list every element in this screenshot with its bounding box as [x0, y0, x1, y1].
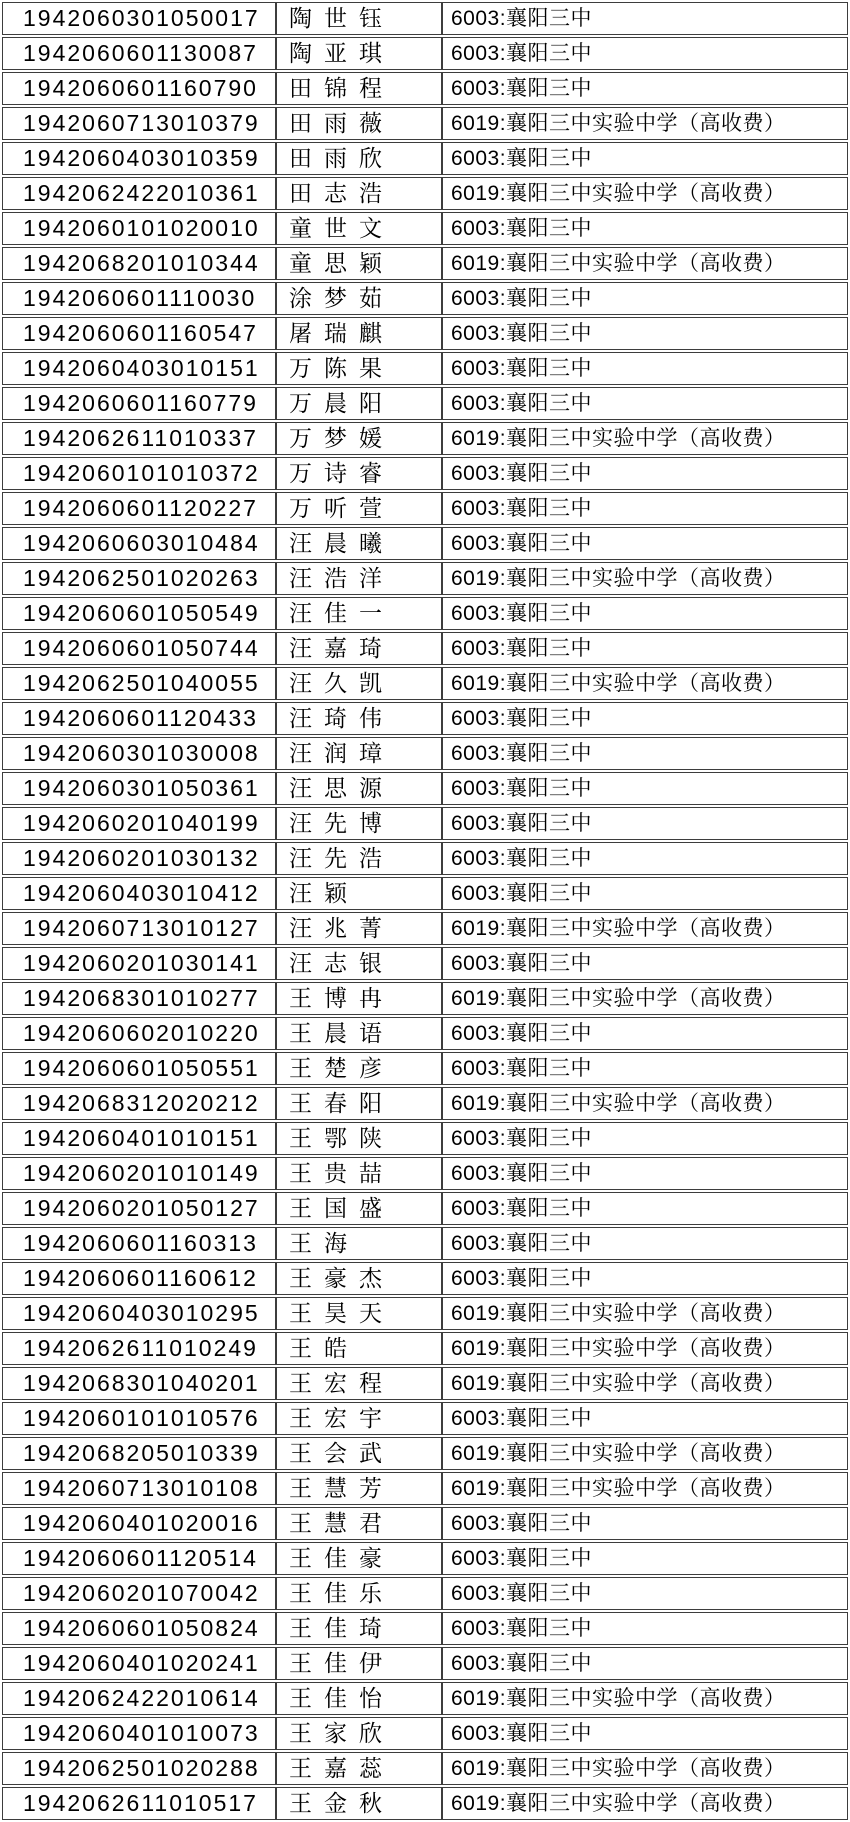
student-name-cell: 王晨语 — [276, 1017, 442, 1050]
school-assignment-cell: 6019:襄阳三中实验中学（高收费） — [442, 177, 848, 210]
school-assignment-cell: 6003:襄阳三中 — [442, 1122, 848, 1155]
school-assignment-cell: 6003:襄阳三中 — [442, 1017, 848, 1050]
table-row — [2, 282, 848, 315]
table-row — [2, 1577, 848, 1610]
exam-id-cell: 1942060601120227 — [2, 492, 276, 525]
exam-id-cell: 1942060401010151 — [2, 1122, 276, 1155]
student-name-cell: 田锦程 — [276, 72, 442, 105]
exam-id-cell: 1942060201070042 — [2, 1577, 276, 1610]
table-row — [2, 1612, 848, 1645]
school-assignment-cell: 6003:襄阳三中 — [442, 387, 848, 420]
exam-id-cell: 1942062422010614 — [2, 1682, 276, 1715]
school-assignment-cell: 6003:襄阳三中 — [442, 737, 848, 770]
school-assignment-cell: 6019:襄阳三中实验中学（高收费） — [442, 247, 848, 280]
student-name-cell: 汪思源 — [276, 772, 442, 805]
student-name-cell: 汪浩洋 — [276, 562, 442, 595]
student-name-cell: 万晨阳 — [276, 387, 442, 420]
exam-id-cell: 1942060403010412 — [2, 877, 276, 910]
exam-id-cell: 1942060601160313 — [2, 1227, 276, 1260]
school-assignment-cell: 6019:襄阳三中实验中学（高收费） — [442, 1437, 848, 1470]
table-row — [2, 1752, 848, 1785]
student-name-cell: 万陈果 — [276, 352, 442, 385]
student-name-cell: 汪先浩 — [276, 842, 442, 875]
table-row — [2, 982, 848, 1015]
exam-id-cell: 1942060201010149 — [2, 1157, 276, 1190]
exam-id-cell: 1942060601160547 — [2, 317, 276, 350]
table-row — [2, 1087, 848, 1120]
school-assignment-cell: 6003:襄阳三中 — [442, 1227, 848, 1260]
exam-id-cell: 1942060603010484 — [2, 527, 276, 560]
student-name-cell: 屠瑞麒 — [276, 317, 442, 350]
exam-id-cell: 1942062501020288 — [2, 1752, 276, 1785]
exam-id-cell: 1942062422010361 — [2, 177, 276, 210]
table-row — [2, 877, 848, 910]
school-assignment-cell: 6003:襄阳三中 — [442, 1402, 848, 1435]
student-name-cell: 汪佳一 — [276, 597, 442, 630]
table-row — [2, 1507, 848, 1540]
table-row — [2, 1367, 848, 1400]
exam-id-cell: 1942060201030132 — [2, 842, 276, 875]
exam-id-cell: 1942062611010517 — [2, 1787, 276, 1820]
exam-id-cell: 1942060201030141 — [2, 947, 276, 980]
table-row — [2, 107, 848, 140]
school-assignment-cell: 6019:襄阳三中实验中学（高收费） — [442, 107, 848, 140]
exam-id-cell: 1942060601120514 — [2, 1542, 276, 1575]
exam-id-cell: 1942060201050127 — [2, 1192, 276, 1225]
school-assignment-cell: 6003:襄阳三中 — [442, 1577, 848, 1610]
table-row — [2, 562, 848, 595]
table-row — [2, 807, 848, 840]
school-assignment-cell: 6019:襄阳三中实验中学（高收费） — [442, 912, 848, 945]
exam-id-cell: 1942068312020212 — [2, 1087, 276, 1120]
school-assignment-cell: 6003:襄阳三中 — [442, 877, 848, 910]
student-name-cell: 汪颖 — [276, 877, 442, 910]
student-name-cell: 童世文 — [276, 212, 442, 245]
exam-id-cell: 1942060602010220 — [2, 1017, 276, 1050]
exam-id-cell: 1942062501040055 — [2, 667, 276, 700]
table-row — [2, 212, 848, 245]
school-assignment-cell: 6019:襄阳三中实验中学（高收费） — [442, 982, 848, 1015]
school-assignment-cell: 6003:襄阳三中 — [442, 492, 848, 525]
table-row — [2, 1402, 848, 1435]
student-name-cell: 汪志银 — [276, 947, 442, 980]
school-assignment-cell: 6019:襄阳三中实验中学（高收费） — [442, 667, 848, 700]
student-name-cell: 王宏程 — [276, 1367, 442, 1400]
table-row — [2, 1017, 848, 1050]
school-assignment-cell: 6019:襄阳三中实验中学（高收费） — [442, 1682, 848, 1715]
exam-id-cell: 1942060601130087 — [2, 37, 276, 70]
exam-id-cell: 1942060601050549 — [2, 597, 276, 630]
school-assignment-cell: 6019:襄阳三中实验中学（高收费） — [442, 562, 848, 595]
school-assignment-cell: 6003:襄阳三中 — [442, 632, 848, 665]
student-name-cell: 王宏宇 — [276, 1402, 442, 1435]
table-row — [2, 1682, 848, 1715]
table-row — [2, 1472, 848, 1505]
school-assignment-cell: 6003:襄阳三中 — [442, 597, 848, 630]
exam-id-cell: 1942060401020016 — [2, 1507, 276, 1540]
exam-id-cell: 1942060601050551 — [2, 1052, 276, 1085]
table-row — [2, 1437, 848, 1470]
exam-id-cell: 1942060301050361 — [2, 772, 276, 805]
school-assignment-cell: 6003:襄阳三中 — [442, 317, 848, 350]
table-row — [2, 1052, 848, 1085]
student-name-cell: 王鄂陕 — [276, 1122, 442, 1155]
school-assignment-cell: 6003:襄阳三中 — [442, 1262, 848, 1295]
student-name-cell: 万梦媛 — [276, 422, 442, 455]
table-row — [2, 1227, 848, 1260]
exam-id-cell: 1942060601160612 — [2, 1262, 276, 1295]
student-name-cell: 王春阳 — [276, 1087, 442, 1120]
table-row — [2, 737, 848, 770]
table-row — [2, 492, 848, 525]
school-assignment-cell: 6019:襄阳三中实验中学（高收费） — [442, 1332, 848, 1365]
student-name-cell: 田雨薇 — [276, 107, 442, 140]
student-name-cell: 万听萱 — [276, 492, 442, 525]
school-assignment-cell: 6003:襄阳三中 — [442, 72, 848, 105]
table-row — [2, 422, 848, 455]
table-row — [2, 702, 848, 735]
school-assignment-cell: 6019:襄阳三中实验中学（高收费） — [442, 1367, 848, 1400]
exam-id-cell: 1942060601160779 — [2, 387, 276, 420]
exam-id-cell: 1942060401020241 — [2, 1647, 276, 1680]
student-name-cell: 王贵喆 — [276, 1157, 442, 1190]
school-assignment-cell: 6003:襄阳三中 — [442, 807, 848, 840]
table-row — [2, 37, 848, 70]
table-row — [2, 772, 848, 805]
school-assignment-cell: 6003:襄阳三中 — [442, 772, 848, 805]
exam-id-cell: 1942060601160790 — [2, 72, 276, 105]
student-name-cell: 王佳伊 — [276, 1647, 442, 1680]
exam-id-cell: 1942060401010073 — [2, 1717, 276, 1750]
student-name-cell: 汪嘉琦 — [276, 632, 442, 665]
student-name-cell: 田雨欣 — [276, 142, 442, 175]
school-assignment-cell: 6003:襄阳三中 — [442, 1052, 848, 1085]
student-name-cell: 汪润璋 — [276, 737, 442, 770]
student-name-cell: 汪先博 — [276, 807, 442, 840]
student-name-cell: 王皓 — [276, 1332, 442, 1365]
table-row — [2, 457, 848, 490]
exam-id-cell: 1942062501020263 — [2, 562, 276, 595]
exam-id-cell: 1942060101010372 — [2, 457, 276, 490]
exam-id-cell: 1942060601120433 — [2, 702, 276, 735]
school-assignment-cell: 6019:襄阳三中实验中学（高收费） — [442, 1297, 848, 1330]
exam-id-cell: 1942060101010576 — [2, 1402, 276, 1435]
table-row — [2, 142, 848, 175]
admission-roster-table — [2, 0, 848, 1822]
student-name-cell: 田志浩 — [276, 177, 442, 210]
table-row — [2, 72, 848, 105]
table-row — [2, 667, 848, 700]
school-assignment-cell: 6003:襄阳三中 — [442, 212, 848, 245]
student-name-cell: 王昊天 — [276, 1297, 442, 1330]
school-assignment-cell: 6003:襄阳三中 — [442, 2, 848, 35]
student-name-cell: 王海 — [276, 1227, 442, 1260]
exam-id-cell: 1942060601050824 — [2, 1612, 276, 1645]
table-row — [2, 1647, 848, 1680]
school-assignment-cell: 6003:襄阳三中 — [442, 457, 848, 490]
table-row — [2, 1192, 848, 1225]
exam-id-cell: 1942062611010249 — [2, 1332, 276, 1365]
school-assignment-cell: 6003:襄阳三中 — [442, 702, 848, 735]
table-row — [2, 352, 848, 385]
exam-id-cell: 1942060601050744 — [2, 632, 276, 665]
table-row — [2, 912, 848, 945]
exam-id-cell: 1942060601110030 — [2, 282, 276, 315]
table-row — [2, 1332, 848, 1365]
student-name-cell: 汪兆菁 — [276, 912, 442, 945]
exam-id-cell: 1942068205010339 — [2, 1437, 276, 1470]
school-assignment-cell: 6019:襄阳三中实验中学（高收费） — [442, 1472, 848, 1505]
student-name-cell: 童思颖 — [276, 247, 442, 280]
student-name-cell: 王豪杰 — [276, 1262, 442, 1295]
student-name-cell: 汪久凯 — [276, 667, 442, 700]
table-row — [2, 632, 848, 665]
school-assignment-cell: 6003:襄阳三中 — [442, 142, 848, 175]
exam-id-cell: 1942060301030008 — [2, 737, 276, 770]
table-row — [2, 387, 848, 420]
exam-id-cell: 1942068301010277 — [2, 982, 276, 1015]
student-name-cell: 陶亚琪 — [276, 37, 442, 70]
table-row — [2, 1262, 848, 1295]
table-row — [2, 317, 848, 350]
exam-id-cell: 1942060713010127 — [2, 912, 276, 945]
table-row — [2, 1542, 848, 1575]
student-name-cell: 王慧芳 — [276, 1472, 442, 1505]
exam-id-cell: 1942060403010151 — [2, 352, 276, 385]
student-name-cell: 王佳豪 — [276, 1542, 442, 1575]
exam-id-cell: 1942060713010379 — [2, 107, 276, 140]
student-name-cell: 汪晨曦 — [276, 527, 442, 560]
school-assignment-cell: 6019:襄阳三中实验中学（高收费） — [442, 1752, 848, 1785]
student-name-cell: 王佳怡 — [276, 1682, 442, 1715]
exam-id-cell: 1942068301040201 — [2, 1367, 276, 1400]
school-assignment-cell: 6003:襄阳三中 — [442, 1647, 848, 1680]
school-assignment-cell: 6003:襄阳三中 — [442, 1542, 848, 1575]
school-assignment-cell: 6003:襄阳三中 — [442, 527, 848, 560]
exam-id-cell: 1942060713010108 — [2, 1472, 276, 1505]
table-row — [2, 1787, 848, 1820]
school-assignment-cell: 6003:襄阳三中 — [442, 282, 848, 315]
student-name-cell: 王嘉蕊 — [276, 1752, 442, 1785]
table-row — [2, 947, 848, 980]
school-assignment-cell: 6003:襄阳三中 — [442, 842, 848, 875]
table-row — [2, 842, 848, 875]
table-row — [2, 1297, 848, 1330]
school-assignment-cell: 6003:襄阳三中 — [442, 352, 848, 385]
student-name-cell: 王博冉 — [276, 982, 442, 1015]
school-assignment-cell: 6019:襄阳三中实验中学（高收费） — [442, 422, 848, 455]
exam-id-cell: 1942068201010344 — [2, 247, 276, 280]
school-assignment-cell: 6003:襄阳三中 — [442, 947, 848, 980]
school-assignment-cell: 6003:襄阳三中 — [442, 1717, 848, 1750]
school-assignment-cell: 6003:襄阳三中 — [442, 37, 848, 70]
exam-id-cell: 1942062611010337 — [2, 422, 276, 455]
exam-id-cell: 1942060201040199 — [2, 807, 276, 840]
table-row — [2, 527, 848, 560]
student-name-cell: 陶世钰 — [276, 2, 442, 35]
school-assignment-cell: 6003:襄阳三中 — [442, 1612, 848, 1645]
table-row — [2, 247, 848, 280]
exam-id-cell: 1942060403010295 — [2, 1297, 276, 1330]
school-assignment-cell: 6003:襄阳三中 — [442, 1192, 848, 1225]
student-name-cell: 万诗睿 — [276, 457, 442, 490]
school-assignment-cell: 6019:襄阳三中实验中学（高收费） — [442, 1787, 848, 1820]
exam-id-cell: 1942060301050017 — [2, 2, 276, 35]
school-assignment-cell: 6003:襄阳三中 — [442, 1507, 848, 1540]
student-name-cell: 王金秋 — [276, 1787, 442, 1820]
student-name-cell: 王慧君 — [276, 1507, 442, 1540]
student-name-cell: 汪琦伟 — [276, 702, 442, 735]
exam-id-cell: 1942060101020010 — [2, 212, 276, 245]
table-row — [2, 2, 848, 35]
student-name-cell: 王佳乐 — [276, 1577, 442, 1610]
exam-id-cell: 1942060403010359 — [2, 142, 276, 175]
table-row — [2, 177, 848, 210]
student-name-cell: 王佳琦 — [276, 1612, 442, 1645]
table-row — [2, 1717, 848, 1750]
student-name-cell: 王国盛 — [276, 1192, 442, 1225]
table-row — [2, 1157, 848, 1190]
student-name-cell: 王楚彦 — [276, 1052, 442, 1085]
table-row — [2, 597, 848, 630]
table-row — [2, 1122, 848, 1155]
student-name-cell: 涂梦茹 — [276, 282, 442, 315]
student-name-cell: 王会武 — [276, 1437, 442, 1470]
school-assignment-cell: 6003:襄阳三中 — [442, 1157, 848, 1190]
school-assignment-cell: 6019:襄阳三中实验中学（高收费） — [442, 1087, 848, 1120]
student-name-cell: 王家欣 — [276, 1717, 442, 1750]
